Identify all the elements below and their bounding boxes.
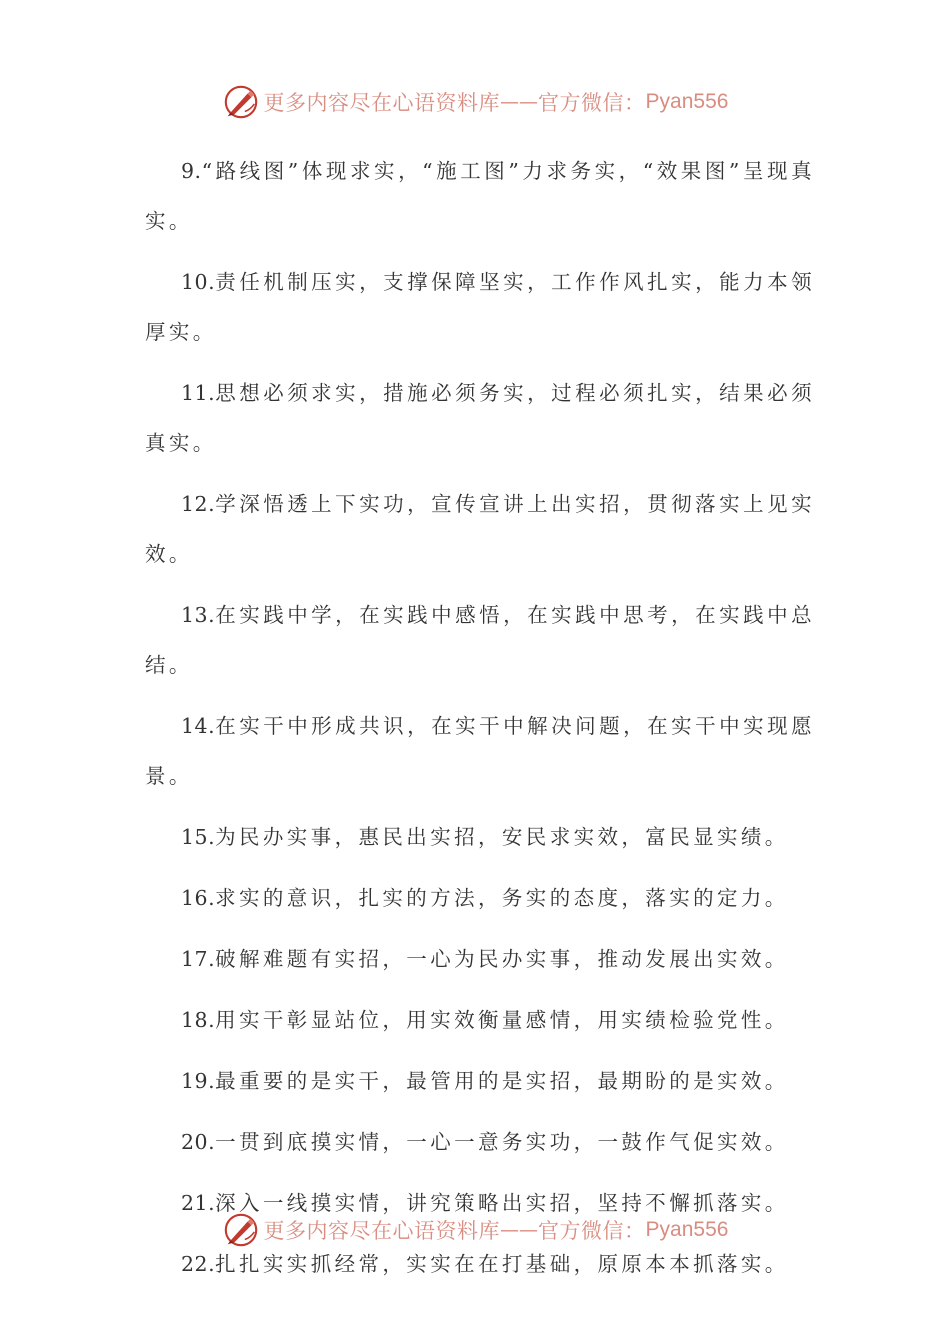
item-text: 责任机制压实，支撑保障坚实，工作作风扎实，能力本领厚实。 <box>145 270 815 344</box>
item-number: 18. <box>181 1008 216 1032</box>
banner-wechat-label: 官方微信： <box>538 91 646 115</box>
item-number: 17. <box>181 947 216 971</box>
item-number: 15. <box>181 825 216 849</box>
banner-separator: —— <box>500 1219 539 1241</box>
item-number: 19. <box>181 1069 216 1093</box>
item-text: 思想必须求实，措施必须务实，过程必须扎实，结果必须真实。 <box>145 381 815 455</box>
item-text: 一贯到底摸实情，一心一意务实功，一鼓作气促实效。 <box>215 1130 789 1154</box>
pen-logo-icon <box>222 83 260 121</box>
item-number: 20. <box>181 1130 216 1154</box>
item-text: 用实干彰显站位，用实效衡量感情，用实绩检验党性。 <box>215 1008 789 1032</box>
banner-text: 更多内容尽在心语资料库 <box>263 91 501 115</box>
list-item <box>145 1117 815 1167</box>
item-text: 求实的意识，扎实的方法，务实的态度，落实的定力。 <box>215 886 789 910</box>
list-item <box>145 873 815 923</box>
list-item <box>145 368 815 468</box>
item-text: 最重要的是实干，最管用的是实招，最期盼的是实效。 <box>215 1069 789 1093</box>
item-text: 学深悟透上下实功，宣传宣讲上出实招，贯彻落实上见实效。 <box>145 492 815 566</box>
item-text: 在实践中学，在实践中感悟，在实践中思考，在实践中总结。 <box>145 603 815 677</box>
item-text: 扎扎实实抓经常，实实在在打基础，原原本本抓落实。 <box>215 1252 789 1276</box>
item-text: 为民办实事，惠民出实招，安民求实效，富民显实绩。 <box>215 825 789 849</box>
list-item <box>145 1056 815 1106</box>
list-item <box>145 146 815 246</box>
banner-wechat-label: 官方微信： <box>538 1219 646 1243</box>
list-item <box>145 934 815 984</box>
document-body <box>145 146 815 1300</box>
list-item <box>145 590 815 690</box>
item-number: 21. <box>181 1191 216 1215</box>
item-number: 13. <box>181 603 216 627</box>
list-item <box>145 812 815 862</box>
item-text: 破解难题有实招，一心为民办实事，推动发展出实效。 <box>215 947 789 971</box>
list-item <box>145 479 815 579</box>
item-number: 9. <box>181 159 202 183</box>
item-number: 14. <box>181 714 216 738</box>
item-text: “路线图”体现求实，“施工图”力求务实，“效果图”呈现真实。 <box>145 159 815 233</box>
item-number: 12. <box>181 492 216 516</box>
list-item <box>145 701 815 801</box>
footer-banner <box>0 1208 950 1252</box>
list-item <box>145 257 815 357</box>
item-number: 16. <box>181 886 216 910</box>
item-number: 10. <box>181 270 216 294</box>
header-banner <box>0 80 950 124</box>
item-number: 22. <box>181 1252 216 1276</box>
list-item <box>145 995 815 1045</box>
item-text: 在实干中形成共识，在实干中解决问题，在实干中实现愿景。 <box>145 714 815 788</box>
pen-logo-icon <box>222 1211 260 1249</box>
item-number: 11. <box>181 381 216 405</box>
banner-text: 更多内容尽在心语资料库 <box>263 1219 501 1243</box>
item-text: 深入一线摸实情，讲究策略出实招，坚持不懈抓落实。 <box>215 1191 789 1215</box>
banner-wechat-id: Pyan556 <box>645 1218 729 1241</box>
banner-separator: —— <box>500 91 539 113</box>
banner-wechat-id: Pyan556 <box>645 90 729 113</box>
